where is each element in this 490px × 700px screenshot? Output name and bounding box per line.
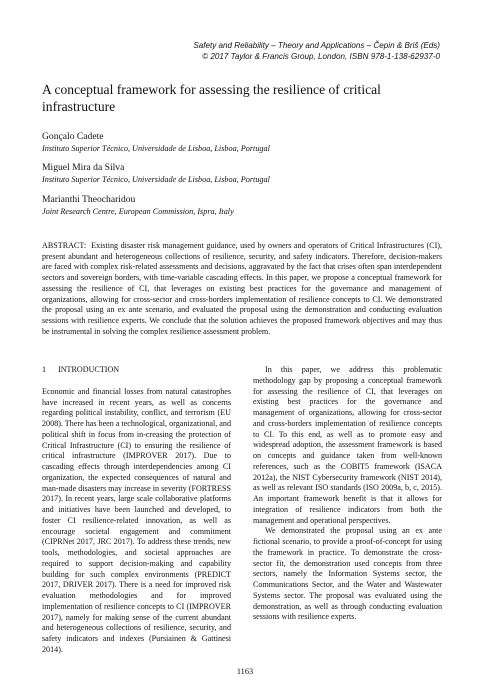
header-line-copyright: © 2017 Taylor & Francis Group, London, ISBN 978-1-138-62937-0 <box>202 51 440 61</box>
page-number: 1163 <box>236 667 254 676</box>
abstract <box>42 241 442 337</box>
author-name: Gonçalo Cadete <box>42 131 104 142</box>
section-number: 1 <box>42 365 47 374</box>
abstract-label: ABSTRACT: <box>42 241 87 250</box>
author-affiliation: Instituto Superior Técnico, Universidade de Lisboa, Lisboa, Portugal <box>42 175 270 184</box>
section-heading <box>42 365 231 376</box>
running-header <box>193 41 440 62</box>
author-affiliation: Joint Research Centre, European Commission, Ispra, Italy <box>42 207 234 216</box>
body-paragraph: In this paper, we address this problematic methodology gap by proposing a conceptual framework for assessing the resilience of CI, that leverages on existing best practices for the governance and management of organizations, allowing for cross-sector and cross-borders implementation of resilience concepts to CI. To this end, as well as to promote easy and widespread adoption, the assessment framework is based on concepts and guidance taken from well-known references, such as the COBIT5 framework (ISACA 2012a), the NIST Cybersecurity framework (NIST 2014), as well as relevant ISO standards (ISO 2009a, b, c, 2015). An important framework benefit is that it allows for integration of resilience indicators from both the management and operational perspectives. <box>253 365 442 525</box>
abstract-text: Existing disaster risk management guidance, used by owners and operators of Critical Infrastructures (CI), present abundant and heterogeneous collections of resilience, security, and safety indicators. Therefore, decision-makers are faced with complex risk-related assessments and decisions, aggravated by the fact that crises often span interdependent sectors and sovereign borders, with time-variable cascading effects. In this paper, we propose a conceptual framework for assessing the resilience of CI, that leverages on existing best practices for the governance and management of organizations, allowing for cross-sector and cross-borders implementation of resilience concepts to CI. We demonstrated the proposal using an ex ante scenario, and evaluated the proposal using the demonstration and conducting evaluation sessions with resilience experts. We conclude that the solution achieves the proposed framework objectives and may thus be instrumental in solving the complex resilience assessment problem. <box>42 241 442 336</box>
author-affiliation: Instituto Superior Técnico, Universidade de Lisboa, Lisboa, Portugal <box>42 144 270 153</box>
author-name: Miguel Mira da Silva <box>42 162 125 173</box>
right-column <box>253 365 442 623</box>
section-title: INTRODUCTION <box>58 365 120 374</box>
author-block <box>42 162 462 185</box>
body-paragraph: We demonstrated the proposal using an ex ante fictional scenario, to provide a proof-of-concept for using the framework in practice. To demonstrate the cross-sector fit, the demonstration used concepts from three sectors, namely the Information Systems sector, the Communications Sector, and the Water and Wastewater Systems sector. The proposal was evaluated using the demonstration, as well as through conducting evaluation sessions with resilience experts. <box>253 526 442 622</box>
left-column <box>42 365 231 656</box>
body-paragraph: Economic and financial losses from natural catastrophes have increased in recent years, as well as concerns regarding political instability, conflict, and terrorism (EU 2008). There has been a technological, organizational, and political shift in focus from in-creasing the protection of Critical Infrastructure (CI) to ensuring the resilience of critical infrastructure (IMPROVER 2017). Due to cascading effects through interdependencies among CI organization, the expected consequences of natural and man-made disasters may increase in severity (FORTRESS 2017). In recent years, large scale collaborative platforms and initiatives have been launched and developed, to foster CI resilience-related innovation, as well as encourage societal engagement and commitment (CIPRNet 2017, JRC 2017). To address these trends, new tools, methodologies, and societal approaches are required to support decision-making and capability building for such complex environments (PREDICT 2017, DRIVER 2017). There is a need for improved risk evaluation methodologies and for improved implementation of resilience concepts to CI (IMPROVER 2017), namely for making sense of the current abundant and heterogeneous collections of resilience, security, and safety indicators and indexes (Pursiainen & Gattinesi 2014). <box>42 386 231 654</box>
header-line-book: Safety and Reliability – Theory and Applications – Čepin & Briš (Eds) <box>193 41 440 50</box>
author-name: Marianthi Theocharidou <box>42 194 136 205</box>
author-block <box>42 131 462 154</box>
author-block <box>42 194 462 217</box>
paper-title: A conceptual framework for assessing the resilience of critical infrastructure <box>42 82 381 114</box>
